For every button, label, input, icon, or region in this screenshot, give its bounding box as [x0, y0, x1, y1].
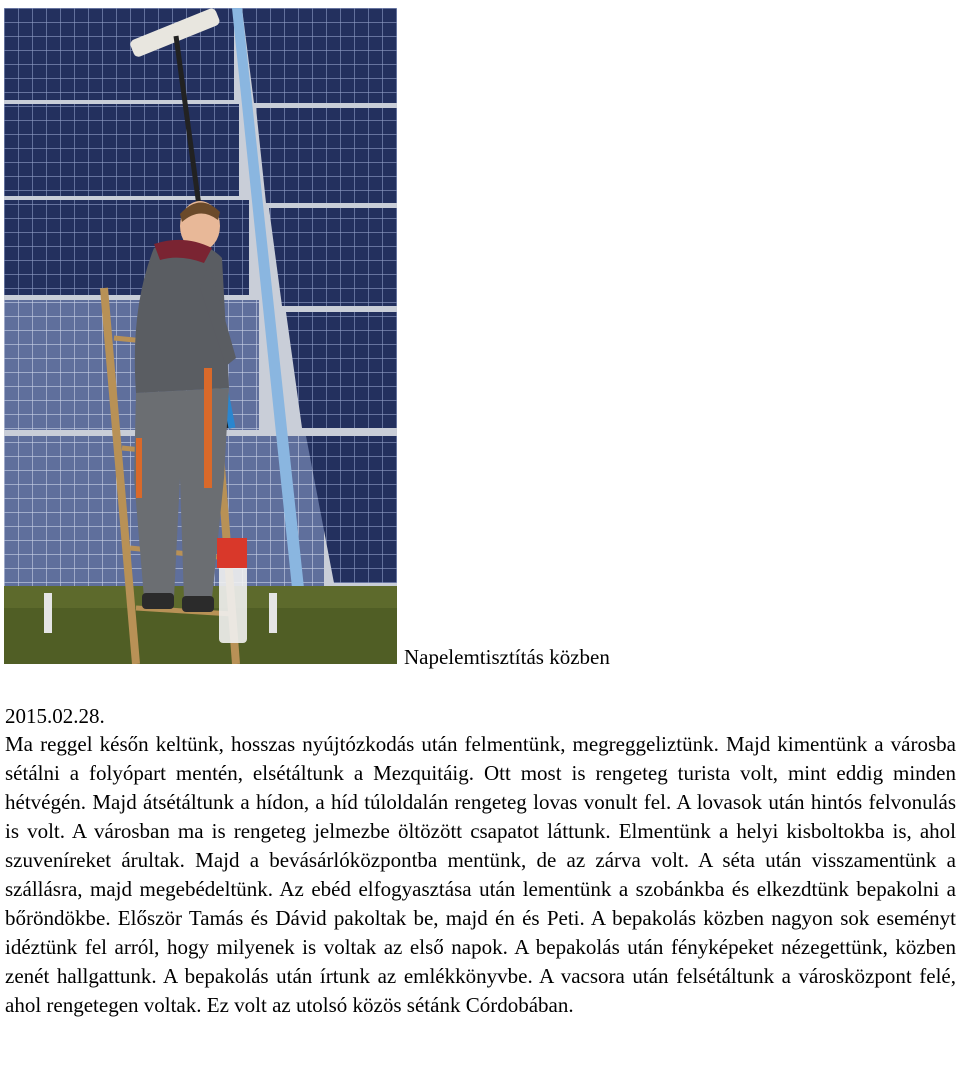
entry-text: Ma reggel későn keltünk, hosszas nyújtózkodás után felmentünk, megreggeliztünk. Majd kimentünk a városba sétálni a folyópart mentén, elsétáltunk a Mezquitáig. Ott most is rengeteg turista volt, mint eddig minden hétvégén. Majd átsétáltunk a hídon, a híd túloldalán rengeteg lovas vonult fel. A lovasok után hintós felvonulás is volt. A városban ma is rengeteg jelmezbe öltözött csapatot láttunk. Elmentünk a helyi kisboltokba is, ahol szuveníreket árultak. Majd a bevásárlóközpontba mentünk, de az zárva volt. A séta után visszamentünk a szállásra, majd megebédeltünk. Az ebéd elfogyasztása után lementünk a szobánkba és elkezdtünk bepakolni a bőröndökbe. Először Tamás és Dávid pakoltak be, majd én és Peti. A bepakolás közben nagyon sok eseményt idéztünk fel arról, hogy milyenek is voltak az első napok. A bepakolás után fényképeket nézegettünk, közben zenét hallgattunk. A bepakolás után írtunk az emlékkönyvbe. A vacsora után felsétáltunk a városközpont felé, ahol rengetegen voltak. Ez volt az utolsó közös sétánk Córdobában. — [5, 732, 956, 1017]
photo-caption: Napelemtisztítás közben — [404, 645, 610, 669]
solar-panel-cleaning-photo — [4, 8, 397, 664]
entry-date: 2015.02.28. — [5, 704, 105, 728]
